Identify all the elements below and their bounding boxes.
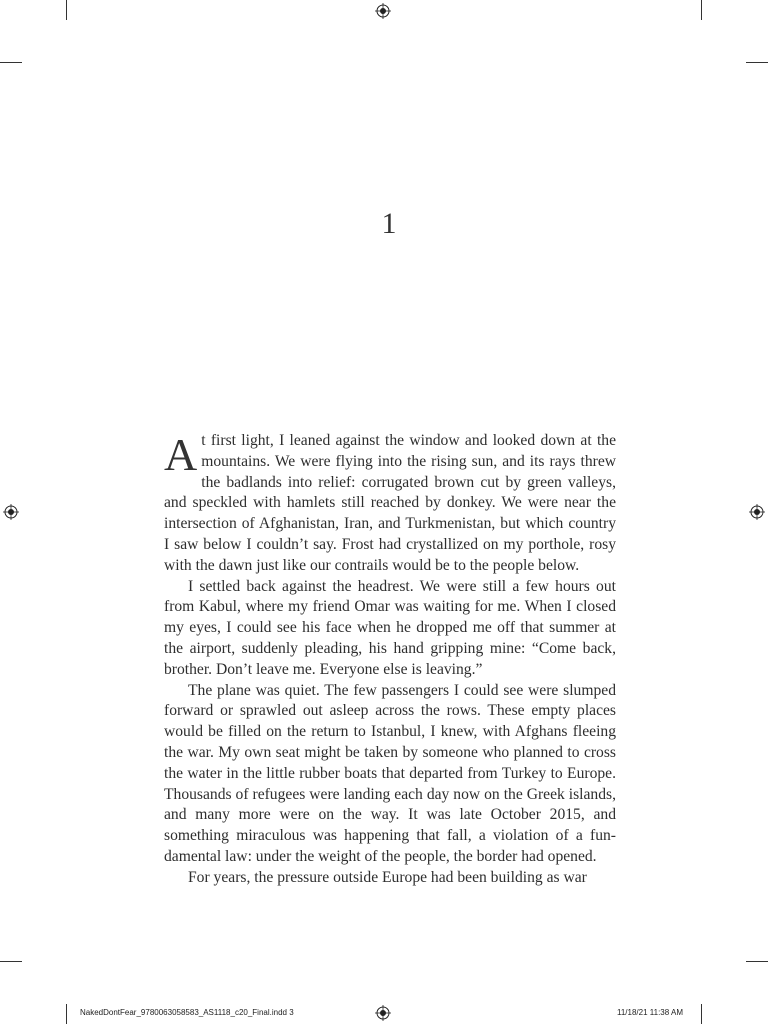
crop-mark-top-left xyxy=(66,0,67,20)
chapter-body xyxy=(164,431,616,889)
crop-mark-top-right xyxy=(701,0,702,20)
slug-datetime: 11/18/21 11:38 AM xyxy=(617,1008,683,1017)
paragraph xyxy=(164,431,616,577)
crop-mark-bottom-right xyxy=(701,1004,702,1024)
crop-mark-right-top xyxy=(746,62,768,63)
registration-mark-icon xyxy=(375,1005,391,1021)
crop-mark-right-bottom xyxy=(746,961,768,962)
paragraph: I settled back against the headrest. We were still a few hours out from Kabul, where my friend Omar was waiting for me. When I closed my eyes, I could see his face when he dropped me off that summer at the airport, suddenly pleading, his hand gripping mine: “Come back, brother. Don’t leave me. Everyone else is leaving.” xyxy=(164,577,616,678)
slug-filename: NakedDontFear_9780063058583_AS1118_c20_Final.indd 3 xyxy=(80,1008,294,1017)
crop-mark-left-bottom xyxy=(0,961,22,962)
drop-cap: A xyxy=(164,429,198,480)
paragraph: For years, the pressure outside Europe had been building as war xyxy=(188,868,587,886)
chapter-number: 1 xyxy=(381,207,397,240)
registration-mark-icon xyxy=(749,504,765,520)
crop-mark-left-top xyxy=(0,62,22,63)
registration-mark-icon xyxy=(375,3,391,19)
paragraph-text: t first light, I leaned against the window and looked down at the mountains. We were flying into the rising sun, and its rays threw the badlands into relief: corrugated brown cut by green valleys, and speckled with hamlets still reached by donkey. We were near the intersection of Afghanistan, Iran, and Turkmenistan, but which country I saw below I couldn’t say. Frost had crystallized on my porthole, rosy with the dawn just like our contrails would be to the people below. xyxy=(164,432,616,574)
registration-mark-icon xyxy=(3,504,19,520)
crop-mark-bottom-left xyxy=(66,1004,67,1024)
paragraph: The plane was quiet. The few passengers I could see were slumped forward or sprawled out asleep across the rows. These empty places would be filled on the return to Istanbul, I knew, with Afghans fleeing the war. My own seat might be taken by someone who planned to cross the water in the little rubber boats that departed from Turkey to Europe. Thousands of refugees were landing each day now on the Greek islands, and many more were on the way. It was late October 2015, and something miraculous was happening that fall, a violation of a fundamental law: under the weight of the people, the border had opened. xyxy=(164,681,616,865)
